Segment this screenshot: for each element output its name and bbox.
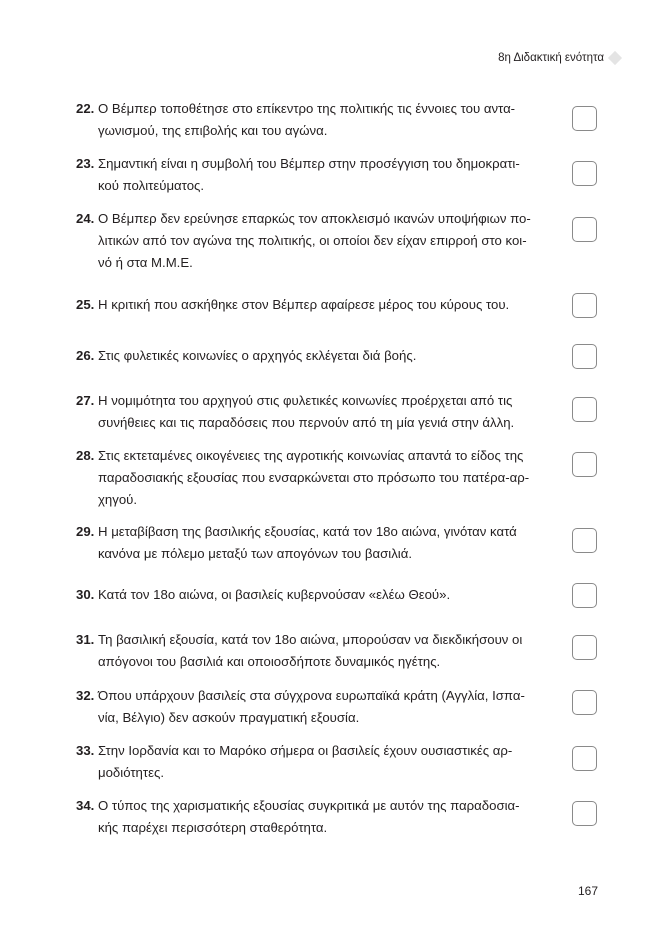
statement-line: Ο τύπος της χαρισματικής εξουσίας συγκριτικά με αυτόν της παραδοσια- [98,798,520,813]
answer-checkbox[interactable] [572,293,597,318]
statement-line: Όπου υπάρχουν βασιλείς στα σύγχρονα ευρωπαϊκά κράτη (Αγγλία, Ισπα- [98,688,525,703]
answer-checkbox[interactable] [572,397,597,422]
statement-line: Κατά τον 18ο αιώνα, οι βασιλείς κυβερνούσαν «ελέω Θεού». [98,587,451,602]
answer-checkbox[interactable] [572,161,597,186]
statement-item [76,294,556,316]
statement-number: 34. [76,798,95,813]
statement-line: Η νομιμότητα του αρχηγού στις φυλετικές κοινωνίες προέρχεται από τις [98,393,513,408]
statement-text [76,390,556,434]
statement-item [76,98,556,142]
statement-text [76,795,556,839]
answer-checkbox[interactable] [572,528,597,553]
statement-line: κής παρέχει περισσότερη σταθερότητα. [98,820,328,835]
statement-item [76,795,556,839]
statement-line: Τη βασιλική εξουσία, κατά τον 18ο αιώνα, μπορούσαν να διεκδικήσουν οι [98,632,523,647]
statement-item [76,629,556,673]
statement-item [76,208,556,274]
statement-text [76,685,556,729]
page-header [498,52,620,64]
answer-checkbox[interactable] [572,801,597,826]
statement-line: νό ή στα Μ.Μ.Ε. [98,255,193,270]
statement-number: 27. [76,393,95,408]
statement-line: Η κριτική που ασκήθηκε στον Βέμπερ αφαίρεσε μέρος του κύρους του. [98,297,510,312]
statement-line: Στην Ιορδανία και το Μαρόκο σήμερα οι βασιλείς έχουν ουσιαστικές αρ- [98,743,513,758]
statement-line: Στις φυλετικές κοινωνίες ο αρχηγός εκλέγεται διά βοής. [98,348,417,363]
statement-number: 28. [76,448,95,463]
statement-number: 25. [76,297,95,312]
statement-line: Σημαντική είναι η συμβολή του Βέμπερ στην προσέγγιση του δημοκρατι- [98,156,520,171]
statement-line: νία, Βέλγιο) δεν ασκούν πραγματική εξουσία. [98,710,360,725]
statement-item [76,740,556,784]
statement-line: Στις εκτεταμένες οικογένειες της αγροτικής κοινωνίας απαντά το είδος της [98,448,524,463]
statement-text [76,208,556,274]
answer-checkbox[interactable] [572,344,597,369]
statement-line: κού πολιτεύματος. [98,178,205,193]
statement-text [76,294,556,316]
answer-checkbox[interactable] [572,106,597,131]
statement-line: λιτικών από τον αγώνα της πολιτικής, οι οποίοι δεν είχαν επιρροή στο κοι- [98,233,527,248]
statement-item [76,685,556,729]
statement-number: 23. [76,156,95,171]
statement-number: 22. [76,101,95,116]
statement-item [76,521,556,565]
answer-checkbox[interactable] [572,452,597,477]
statement-text [76,153,556,197]
statement-line: μοδιότητες. [98,765,165,780]
statement-number: 29. [76,524,95,539]
statement-text [76,521,556,565]
statement-line: Ο Βέμπερ τοποθέτησε στο επίκεντρο της πολιτικής τις έννοιες του αντα- [98,101,516,116]
statement-item [76,153,556,197]
statement-number: 24. [76,211,95,226]
answer-checkbox[interactable] [572,690,597,715]
statement-item [76,345,556,367]
page-number: 167 [577,884,598,898]
statement-number: 30. [76,587,95,602]
statement-item [76,390,556,434]
answer-checkbox[interactable] [572,635,597,660]
statement-line: γωνισμού, της επιβολής και του αγώνα. [98,123,328,138]
statement-line: χηγού. [98,492,138,507]
statement-line: Η μεταβίβαση της βασιλικής εξουσίας, κατά τον 18ο αιώνα, γινόταν κατά [98,524,517,539]
statement-line: συνήθειες και τις παραδόσεις που περνούν από τη μία γενιά στην άλλη. [98,415,515,430]
answer-checkbox[interactable] [572,583,597,608]
statement-text [76,98,556,142]
statement-line: παραδοσιακής εξουσίας που ενσαρκώνεται στο πρόσωπο του πατέρα-αρ- [98,470,530,485]
statement-item [76,584,556,606]
statement-text [76,629,556,673]
statement-text [76,584,556,606]
diamond-icon [608,51,622,65]
answer-checkbox[interactable] [572,217,597,242]
statement-text [76,345,556,367]
statement-number: 31. [76,632,95,647]
statement-line: κανόνα με πόλεμο μεταξύ των απογόνων του βασιλιά. [98,546,413,561]
chapter-title: 8η Διδακτική ενότητα [498,52,604,64]
statement-line: απόγονοι του βασιλιά και οποιοσδήποτε δυναμικός ηγέτης. [98,654,441,669]
statement-number: 26. [76,348,95,363]
statement-text [76,445,556,511]
statement-text [76,740,556,784]
statement-line: Ο Βέμπερ δεν ερεύνησε επαρκώς τον αποκλεισμό ικανών υποψήφιων πο- [98,211,531,226]
statement-item [76,445,556,511]
statement-number: 32. [76,688,95,703]
answer-checkbox[interactable] [572,746,597,771]
statement-number: 33. [76,743,95,758]
